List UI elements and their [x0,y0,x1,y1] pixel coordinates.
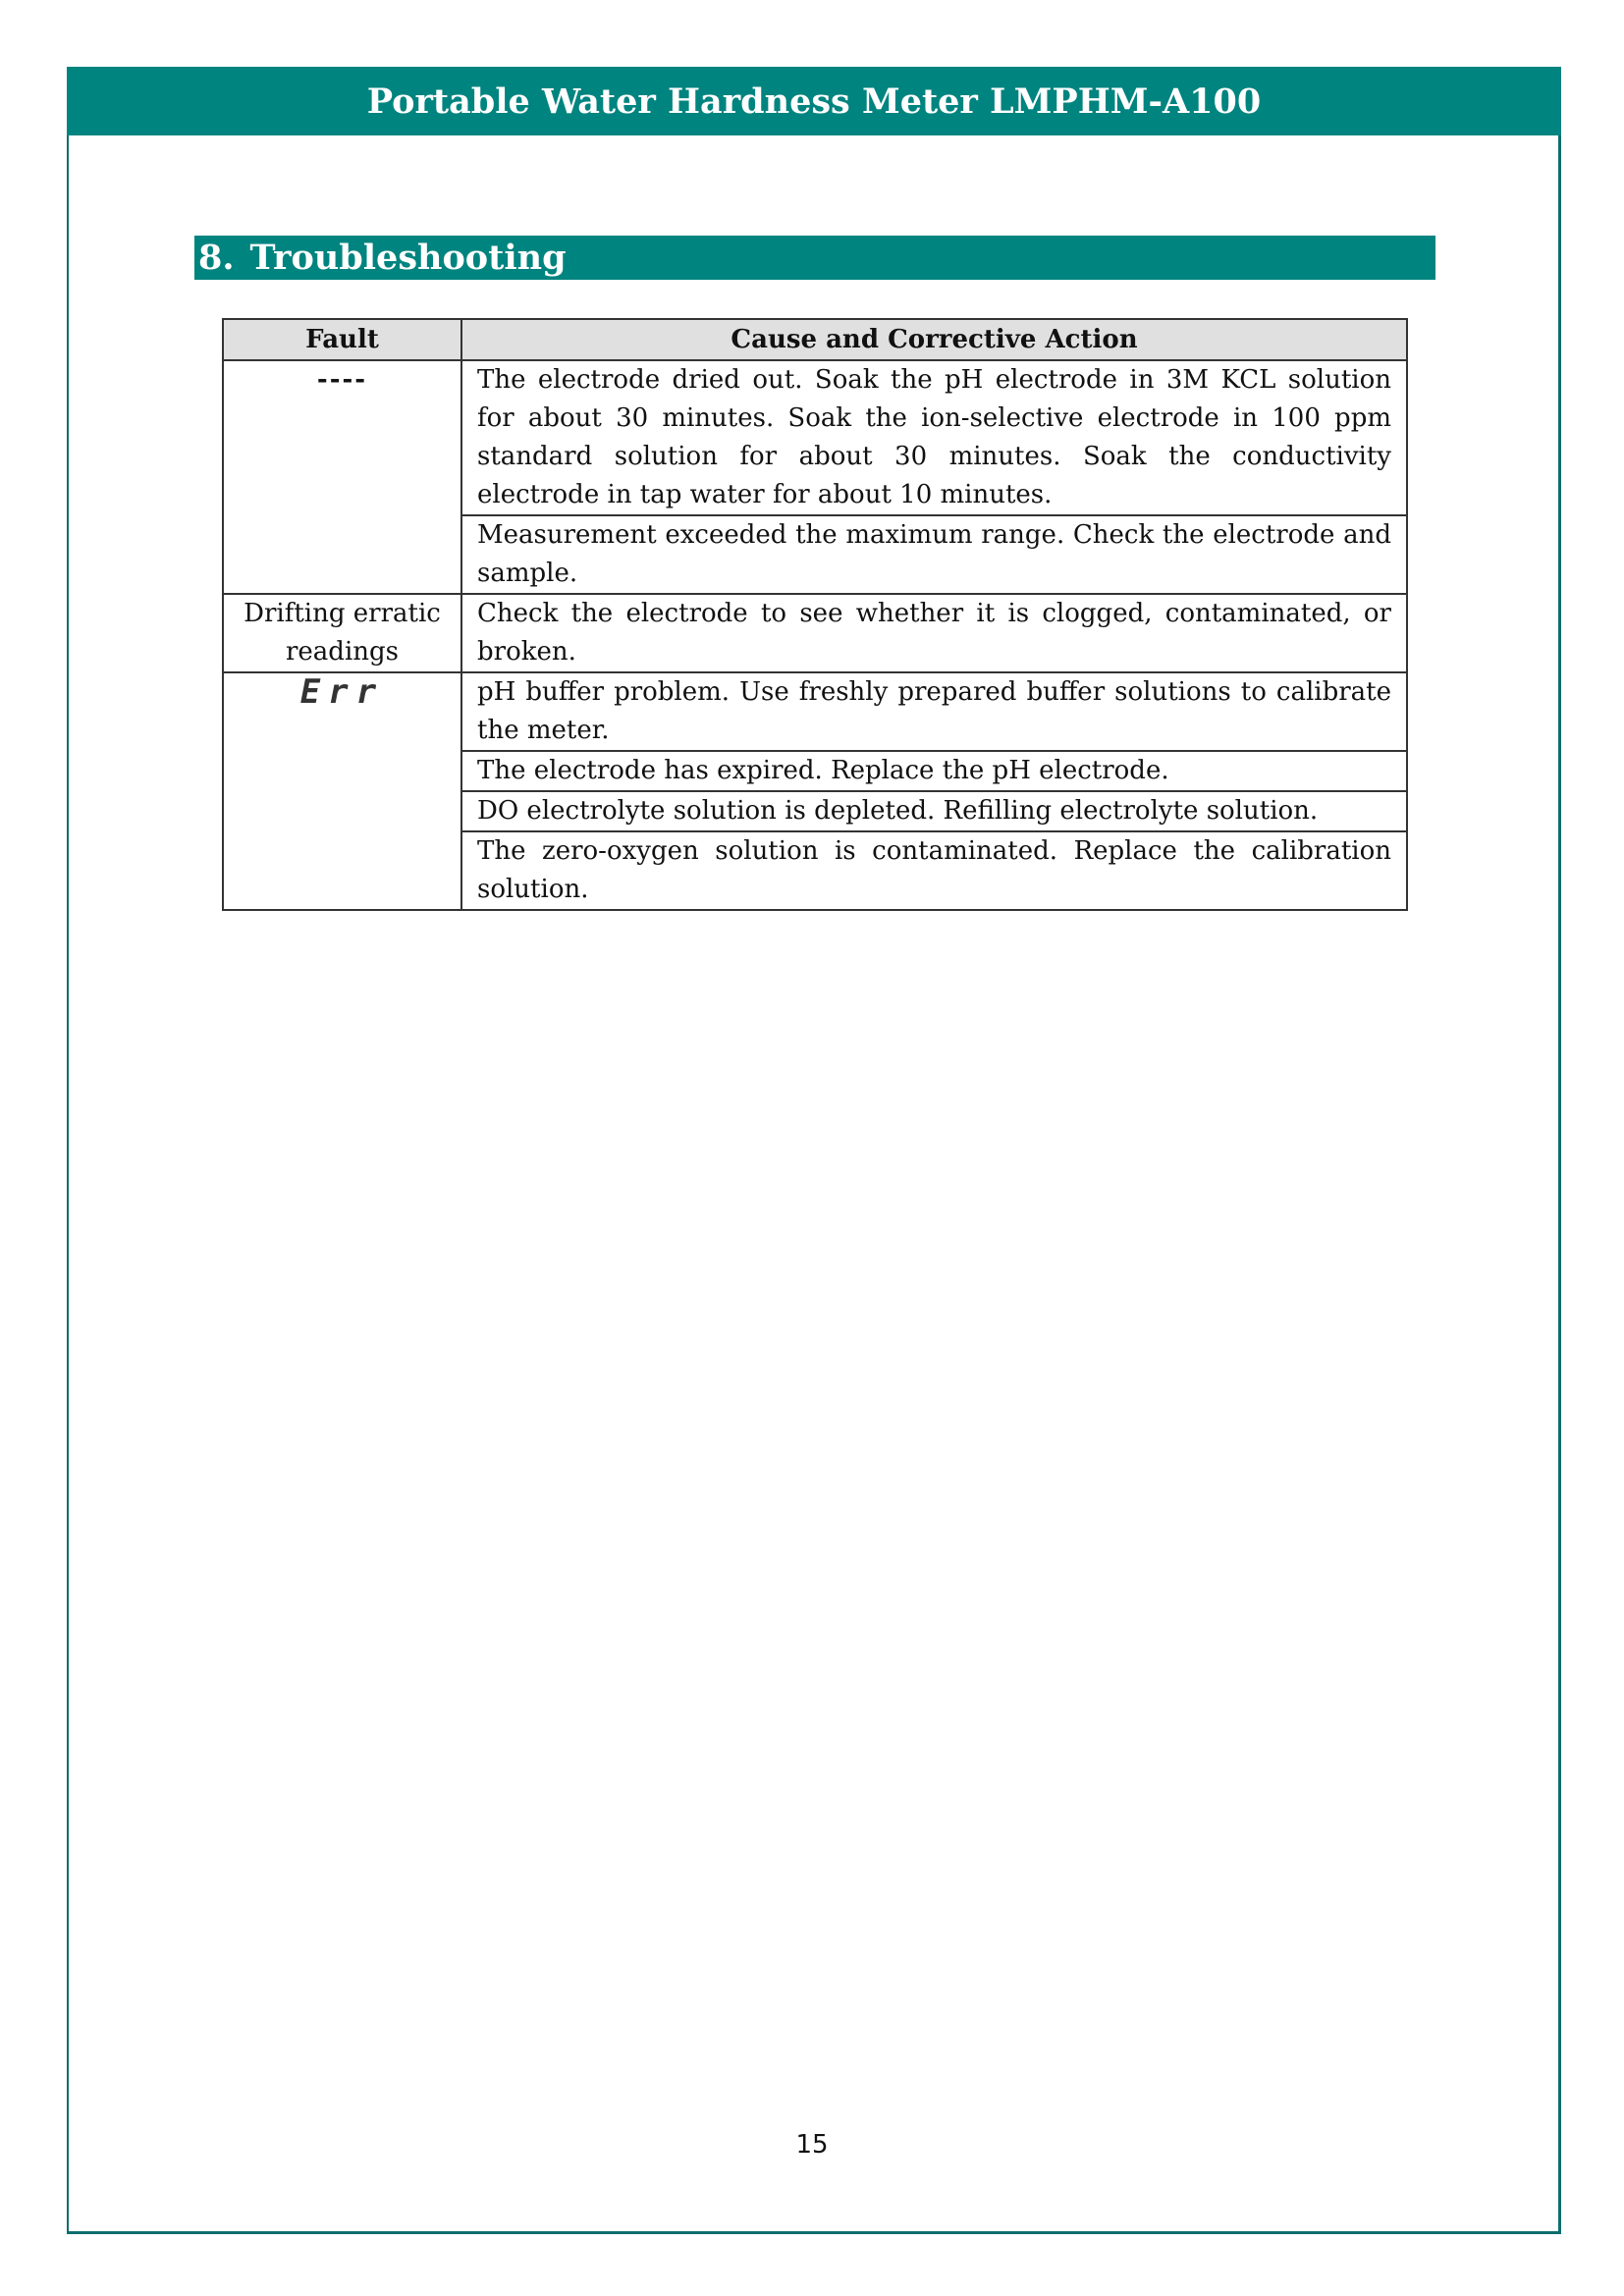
table-header-row [223,319,1407,360]
action-cell: The electrode dried out. Soak the pH electrode in 3M KCL solution for about 30 minutes. Soak the ion-selective electrode in 100 ppm standard solution for about 30 minutes. Soak the conductivity electrode in tap water for about 10 minutes. [461,360,1407,515]
section-number: 8. [198,238,235,278]
action-cell: The electrode has expired. Replace the pH electrode. [461,751,1407,791]
table-row [223,594,1407,672]
page-number: 15 [795,2130,829,2160]
fault-dashes: ---- [316,365,368,395]
action-cell: The zero-oxygen solution is contaminated. Replace the calibration solution. [461,831,1407,910]
err-display: Err [299,672,385,712]
action-cell: pH buffer problem. Use freshly prepared buffer solutions to calibrate the meter. [461,672,1407,751]
fault-cell [223,360,461,594]
fault-cell [223,672,461,910]
action-cell: Measurement exceeded the maximum range. Check the electrode and sample. [461,515,1407,594]
action-cell: Check the electrode to see whether it is clogged, contaminated, or broken. [461,594,1407,672]
section-heading [194,236,1435,280]
document-title: Portable Water Hardness Meter LMPHM-A100 [366,80,1262,122]
table-row [223,360,1407,515]
action-cell: DO electrolyte solution is depleted. Refilling electrolyte solution. [461,791,1407,831]
troubleshooting-table [222,318,1408,911]
fault-cell: Drifting erratic readings [223,594,461,672]
header-action: Cause and Corrective Action [461,319,1407,360]
section-title: Troubleshooting [249,238,567,278]
document-header [67,67,1561,135]
header-fault: Fault [223,319,461,360]
table-row [223,672,1407,751]
